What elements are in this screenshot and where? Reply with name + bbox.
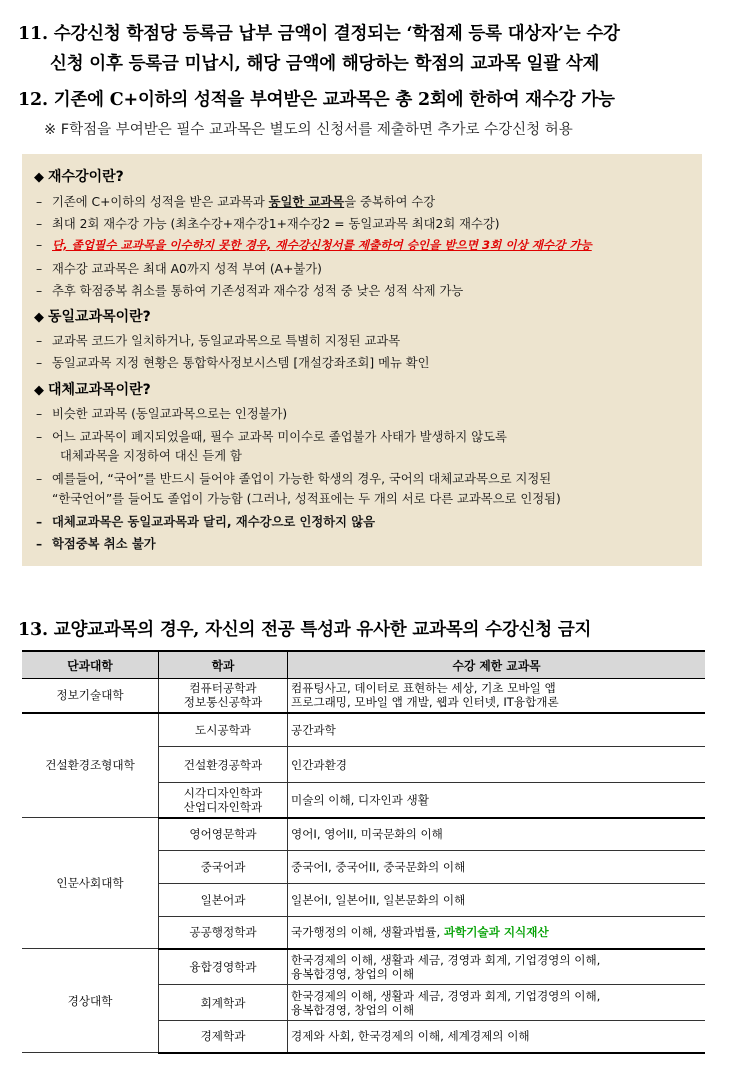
dept-cell: 일본어과 [159,884,288,917]
diamond-bullet-icon: ◆ [34,310,44,325]
courses-cell: 미술의 이해, 디자인과 생활 [288,783,706,818]
courses-cell: 컴퓨팅사고, 데이터로 표현하는 세상, 기초 모바일 앱 프로그래밍, 모바일 앱 개발, 웹과 인터넷, IT융합개론 [288,679,706,713]
table-row [22,949,705,985]
section-title-substitute: ◆ 대체교과목이란? [34,382,151,398]
courses-cell: 인간과환경 [288,747,706,783]
table-row [22,679,705,713]
dept-cell: 건설환경공학과 [159,747,288,783]
retake-line-3: – 단, 졸업필수 교과목을 이수하지 못한 경우, 재수강신청서를 제출하여 승인을 받으면 3회 이상 재수강 가능 [36,238,592,252]
courses-cell: 한국경제의 이해, 생활과 세금, 경영과 회계, 기업경영의 이해, 융복합경영, 창업의 이해 [288,949,706,985]
courses-cell: 공간과학 [288,713,706,747]
courses-cell: 한국경제의 이해, 생활과 세금, 경영과 회계, 기업경영의 이해, 융복합경영, 창업의 이해 [288,985,706,1021]
courses-cell: 일본어I, 일본어II, 일본문화의 이해 [288,884,706,917]
retake-line-1: – 기존에 C+이하의 성적을 받은 교과목과 동일한 교과목을 중복하여 수강 [36,195,436,209]
courses-cell: 국가행정의 이해, 생활과법률, 과학기술과 지식재산 [288,917,706,949]
substitute-line-5: – 학점중복 취소 불가 [36,537,156,551]
rule-12-line [18,86,615,111]
column-header: 단과대학 [22,651,159,679]
retake-line-2: – 최대 2회 재수강 가능 (최초수강+재수강1+재수강2 = 동일교과목 최대2회 재수강) [36,217,500,231]
dept-cell: 융합경영학과 [159,949,288,985]
table-row [22,818,705,851]
courses-cell: 중국어I, 중국어II, 중국문화의 이해 [288,851,706,884]
dept-cell: 시각디자인학과 산업디자인학과 [159,783,288,818]
dept-cell: 공공행정학과 [159,917,288,949]
college-cell: 정보기술대학 [22,679,159,713]
rule-11-line2: 신청 이후 등록금 미납시, 해당 금액에 해당하는 학점의 교과목 일괄 삭제 [50,54,600,74]
substitute-line-1: – 비슷한 교과목 (동일교과목으로는 인정불가) [36,407,288,421]
rule-text: 교양교과목의 경우, 자신의 전공 특성과 유사한 교과목의 수강신청 금지 [53,620,592,640]
college-cell: 건설환경조형대학 [22,713,159,818]
retake-line-5: – 추후 학점중복 취소를 통하여 기존성적과 재수강 성적 중 낮은 성적 삭제 가능 [36,284,464,298]
diamond-bullet-icon: ◆ [34,383,44,398]
info-box [22,154,702,566]
dept-cell: 회계학과 [159,985,288,1021]
substitute-line-4: – 대체교과목은 동일교과목과 달리, 재수강으로 인정하지 않음 [36,515,376,529]
substitute-line-3b: “한국언어”를 들어도 졸업이 가능함 (그러나, 성적표에는 두 개의 서로 다른 교과목으로 인정됨) [52,492,561,506]
section-title-retake: ◆ 재수강이란? [34,169,124,185]
dept-cell: 컴퓨터공학과 정보통신공학과 [159,679,288,713]
column-header: 학과 [159,651,288,679]
column-header: 수강 제한 교과목 [288,651,706,679]
restricted-courses-table [22,650,705,1054]
dept-cell: 경제학과 [159,1021,288,1053]
college-cell: 인문사회대학 [22,818,159,949]
rule-text: 수강신청 학점당 등록금 납부 금액이 결정되는 ‘학점제 등록 대상자’는 수강 [53,24,620,44]
same-course-line-2: – 동일교과목 지정 현황은 통합학사정보시스템 [개설강좌조회] 메뉴 확인 [36,356,430,370]
courses-cell: 영어I, 영어II, 미국문화의 이해 [288,818,706,851]
substitute-line-2b: 대체과목을 지정하여 대신 듣게 함 [60,449,242,463]
rule-number: 11. [18,24,48,44]
courses-cell: 경제와 사회, 한국경제의 이해, 세계경제의 이해 [288,1021,706,1053]
rule-number: 13. [18,620,48,640]
rule-13-line [18,616,591,641]
table-header-row [22,651,705,679]
college-cell: 경상대학 [22,949,159,1053]
dept-cell: 도시공학과 [159,713,288,747]
section-title-same-course: ◆ 동일교과목이란? [34,309,151,325]
substitute-line-3a: – 예를들어, “국어”를 반드시 들어야 졸업이 가능한 학생의 경우, 국어의 대체교과목으로 지정된 [36,472,552,486]
rule-text: 기존에 C+이하의 성적을 부여받은 교과목은 총 2회에 한하여 재수강 가능 [53,90,615,110]
same-course-line-1: – 교과목 코드가 일치하거나, 동일교과목으로 특별히 지정된 교과목 [36,334,401,348]
diamond-bullet-icon: ◆ [34,170,44,185]
table-row [22,713,705,747]
dept-cell: 영어영문학과 [159,818,288,851]
retake-line-4: – 재수강 교과목은 최대 A0까지 성적 부여 (A+불가) [36,262,322,276]
rule-12-note: ※ F학점을 부여받은 필수 교과목은 별도의 신청서를 제출하면 추가로 수강신청 허용 [44,122,573,138]
rule-11-line1 [18,20,620,45]
dept-cell: 중국어과 [159,851,288,884]
rule-number: 12. [18,90,48,110]
substitute-line-2a: – 어느 교과목이 폐지되었을때, 필수 교과목 미이수로 졸업불가 사태가 발생하지 않도록 [36,430,507,444]
